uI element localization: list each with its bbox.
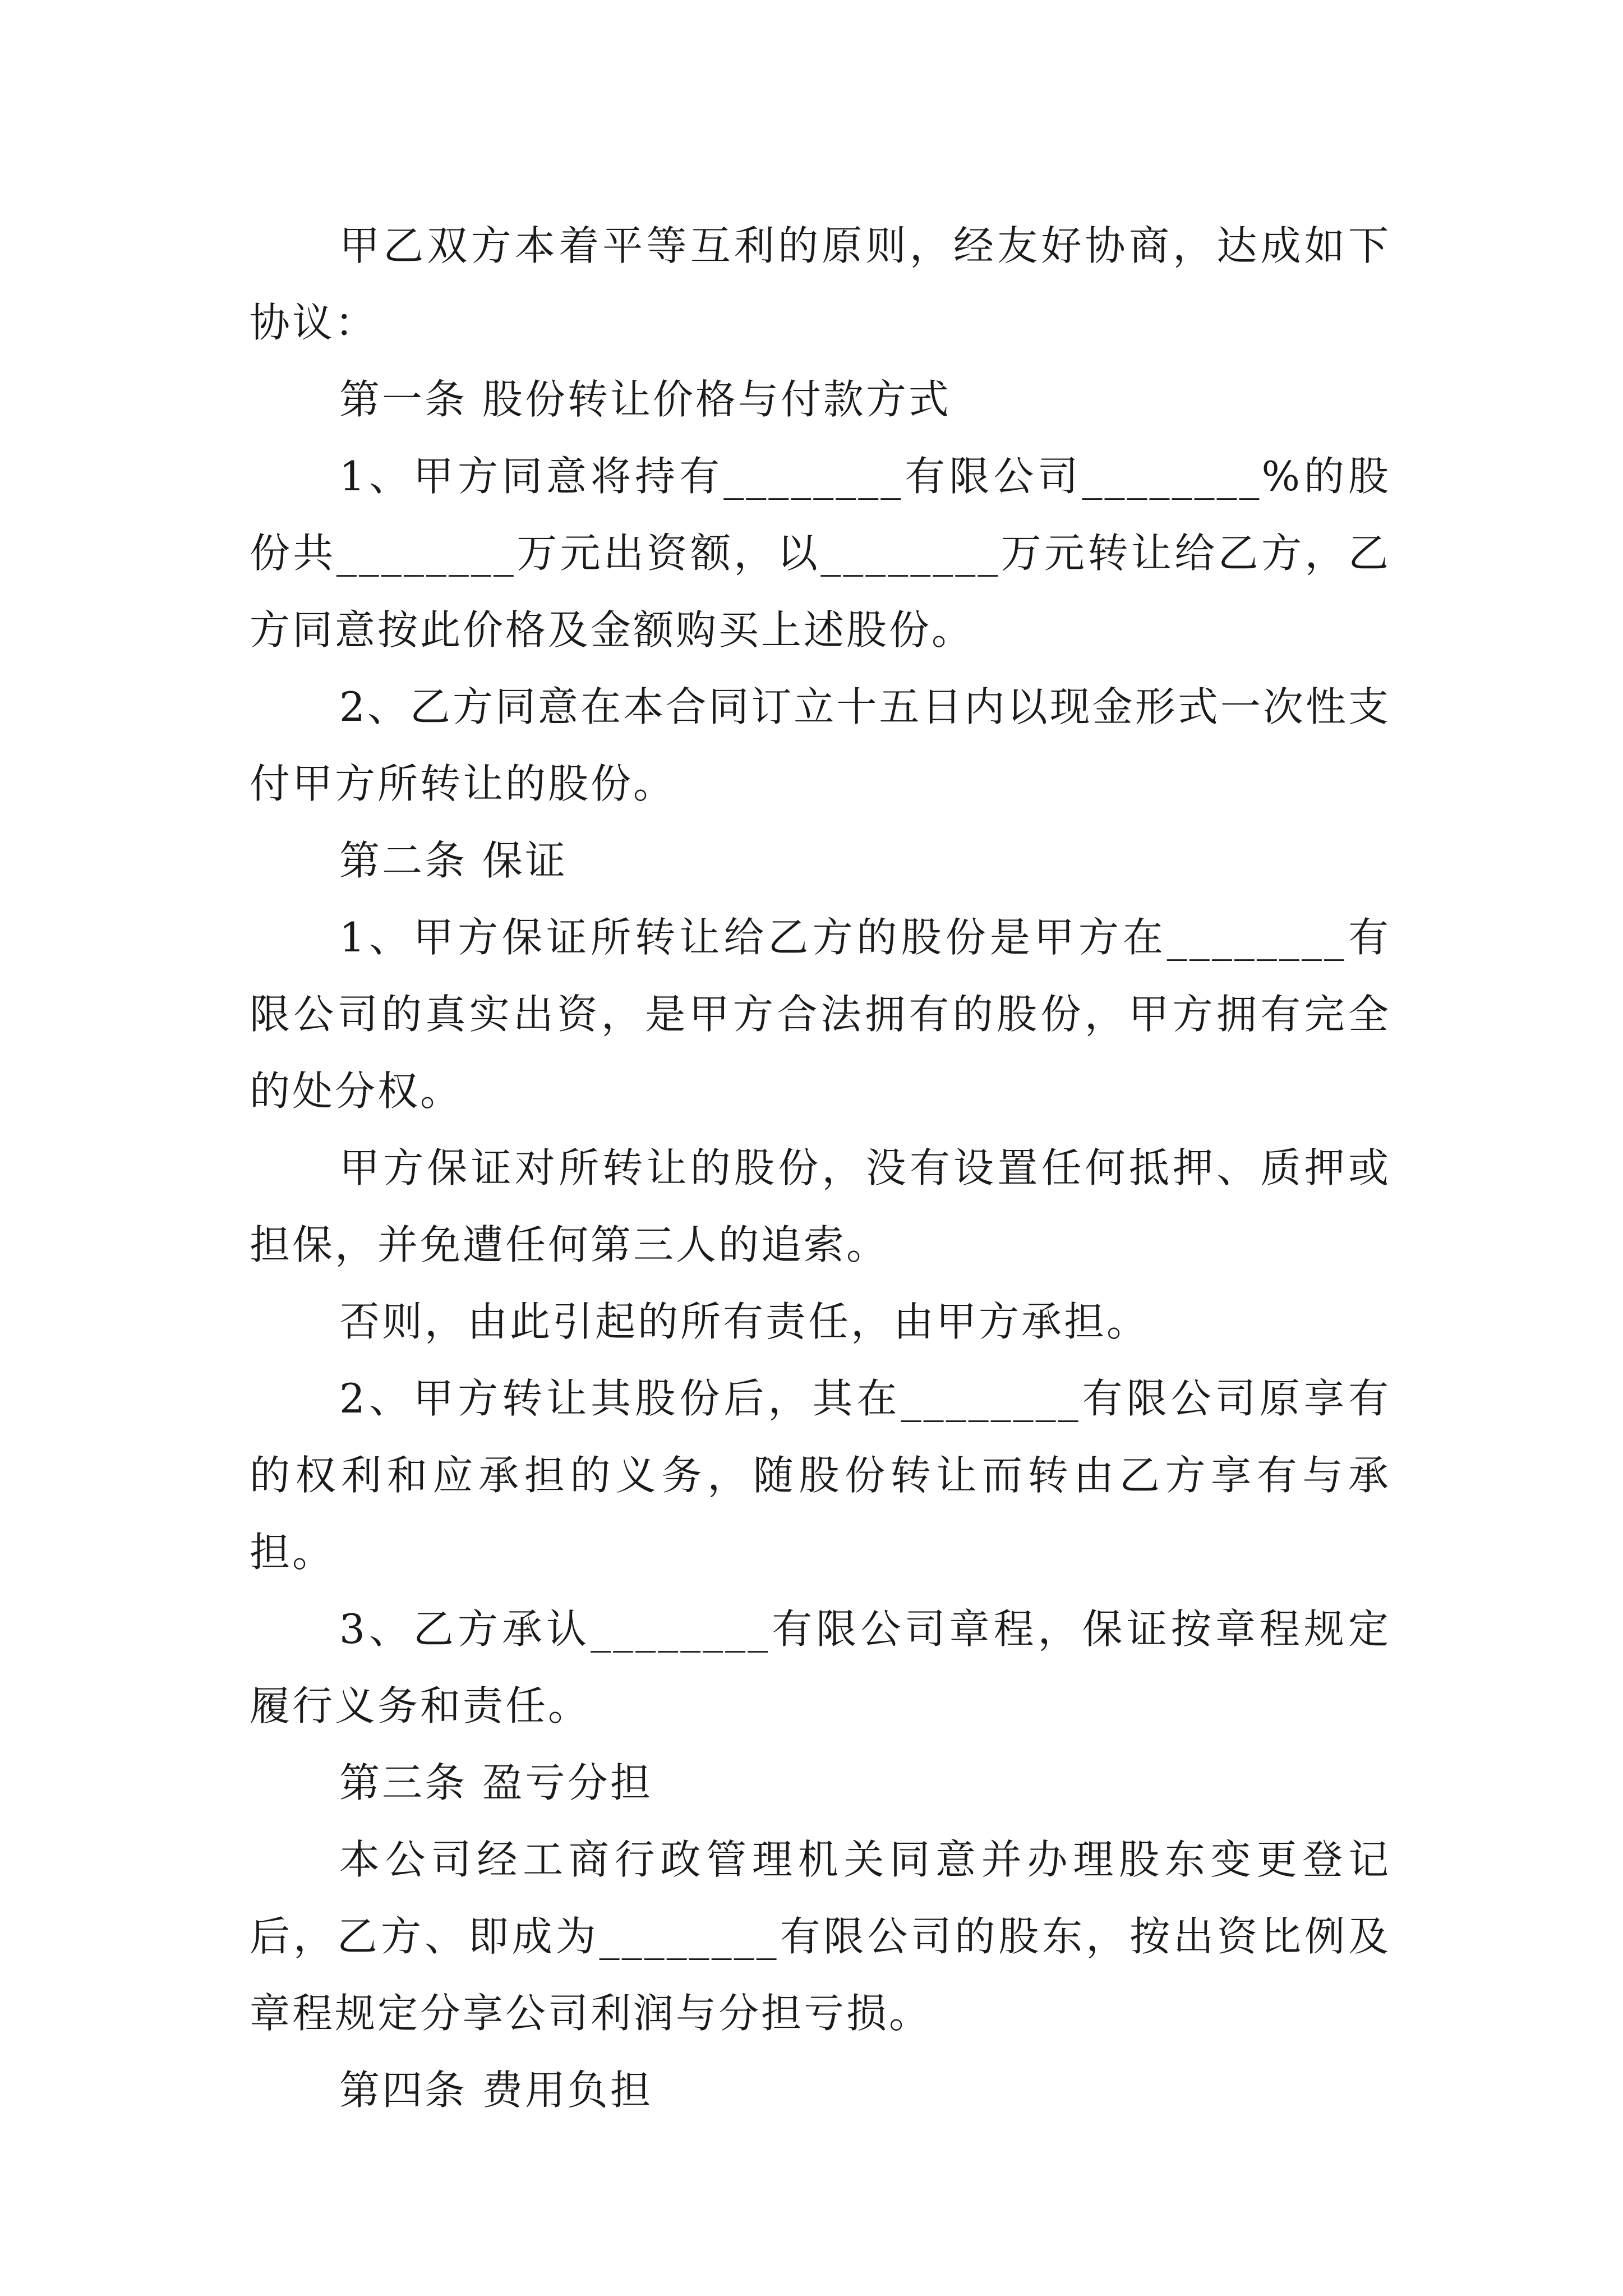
article-2-clause-3: 3、乙方承认________有限公司章程，保证按章程规定履行义务和责任。 — [250, 1605, 1391, 1729]
article-1-clause-2: 2、乙方同意在本合同订立十五日内以现金形式一次性支付甲方所转让的股份。 — [250, 683, 1391, 807]
article-3-paragraph: 本公司经工商行政管理机关同意并办理股东变更登记后，乙方、即成为________有限公司的股东，按出资比例及章程规定分享公司利润与分担亏损。 — [250, 1836, 1391, 2037]
paragraph-preamble: 甲乙双方本着平等互利的原则，经友好协商，达成如下协议： — [250, 222, 1391, 346]
article-3-heading: 第三条 盈亏分担 — [339, 1759, 653, 1806]
article-2-paragraph-liability: 否则，由此引起的所有责任，由甲方承担。 — [339, 1298, 1150, 1345]
article-2-clause-2: 2、甲方转让其股份后，其在________有限公司原享有的权利和应承担的义务，随股份转让而转由乙方享有与承担。 — [250, 1375, 1391, 1576]
article-1-clause-1: 1、甲方同意将持有________有限公司________%的股份共________万元出资额，以________万元转让给乙方，乙方同意按此价格及金额购买上述股份。 — [250, 453, 1391, 654]
article-4-heading: 第四条 费用负担 — [339, 2067, 653, 2114]
article-1-heading: 第一条 股份转让价格与付款方式 — [339, 376, 951, 423]
article-2-clause-1: 1、甲方保证所转让给乙方的股份是甲方在________有限公司的真实出资，是甲方合法拥有的股份，甲方拥有完全的处分权。 — [250, 914, 1391, 1115]
article-2-paragraph-guarantee: 甲方保证对所转让的股份，没有设置任何抵押、质押或担保，并免遭任何第三人的追索。 — [250, 1144, 1391, 1268]
document-body — [250, 208, 1391, 2129]
article-2-heading: 第二条 保证 — [339, 837, 568, 884]
